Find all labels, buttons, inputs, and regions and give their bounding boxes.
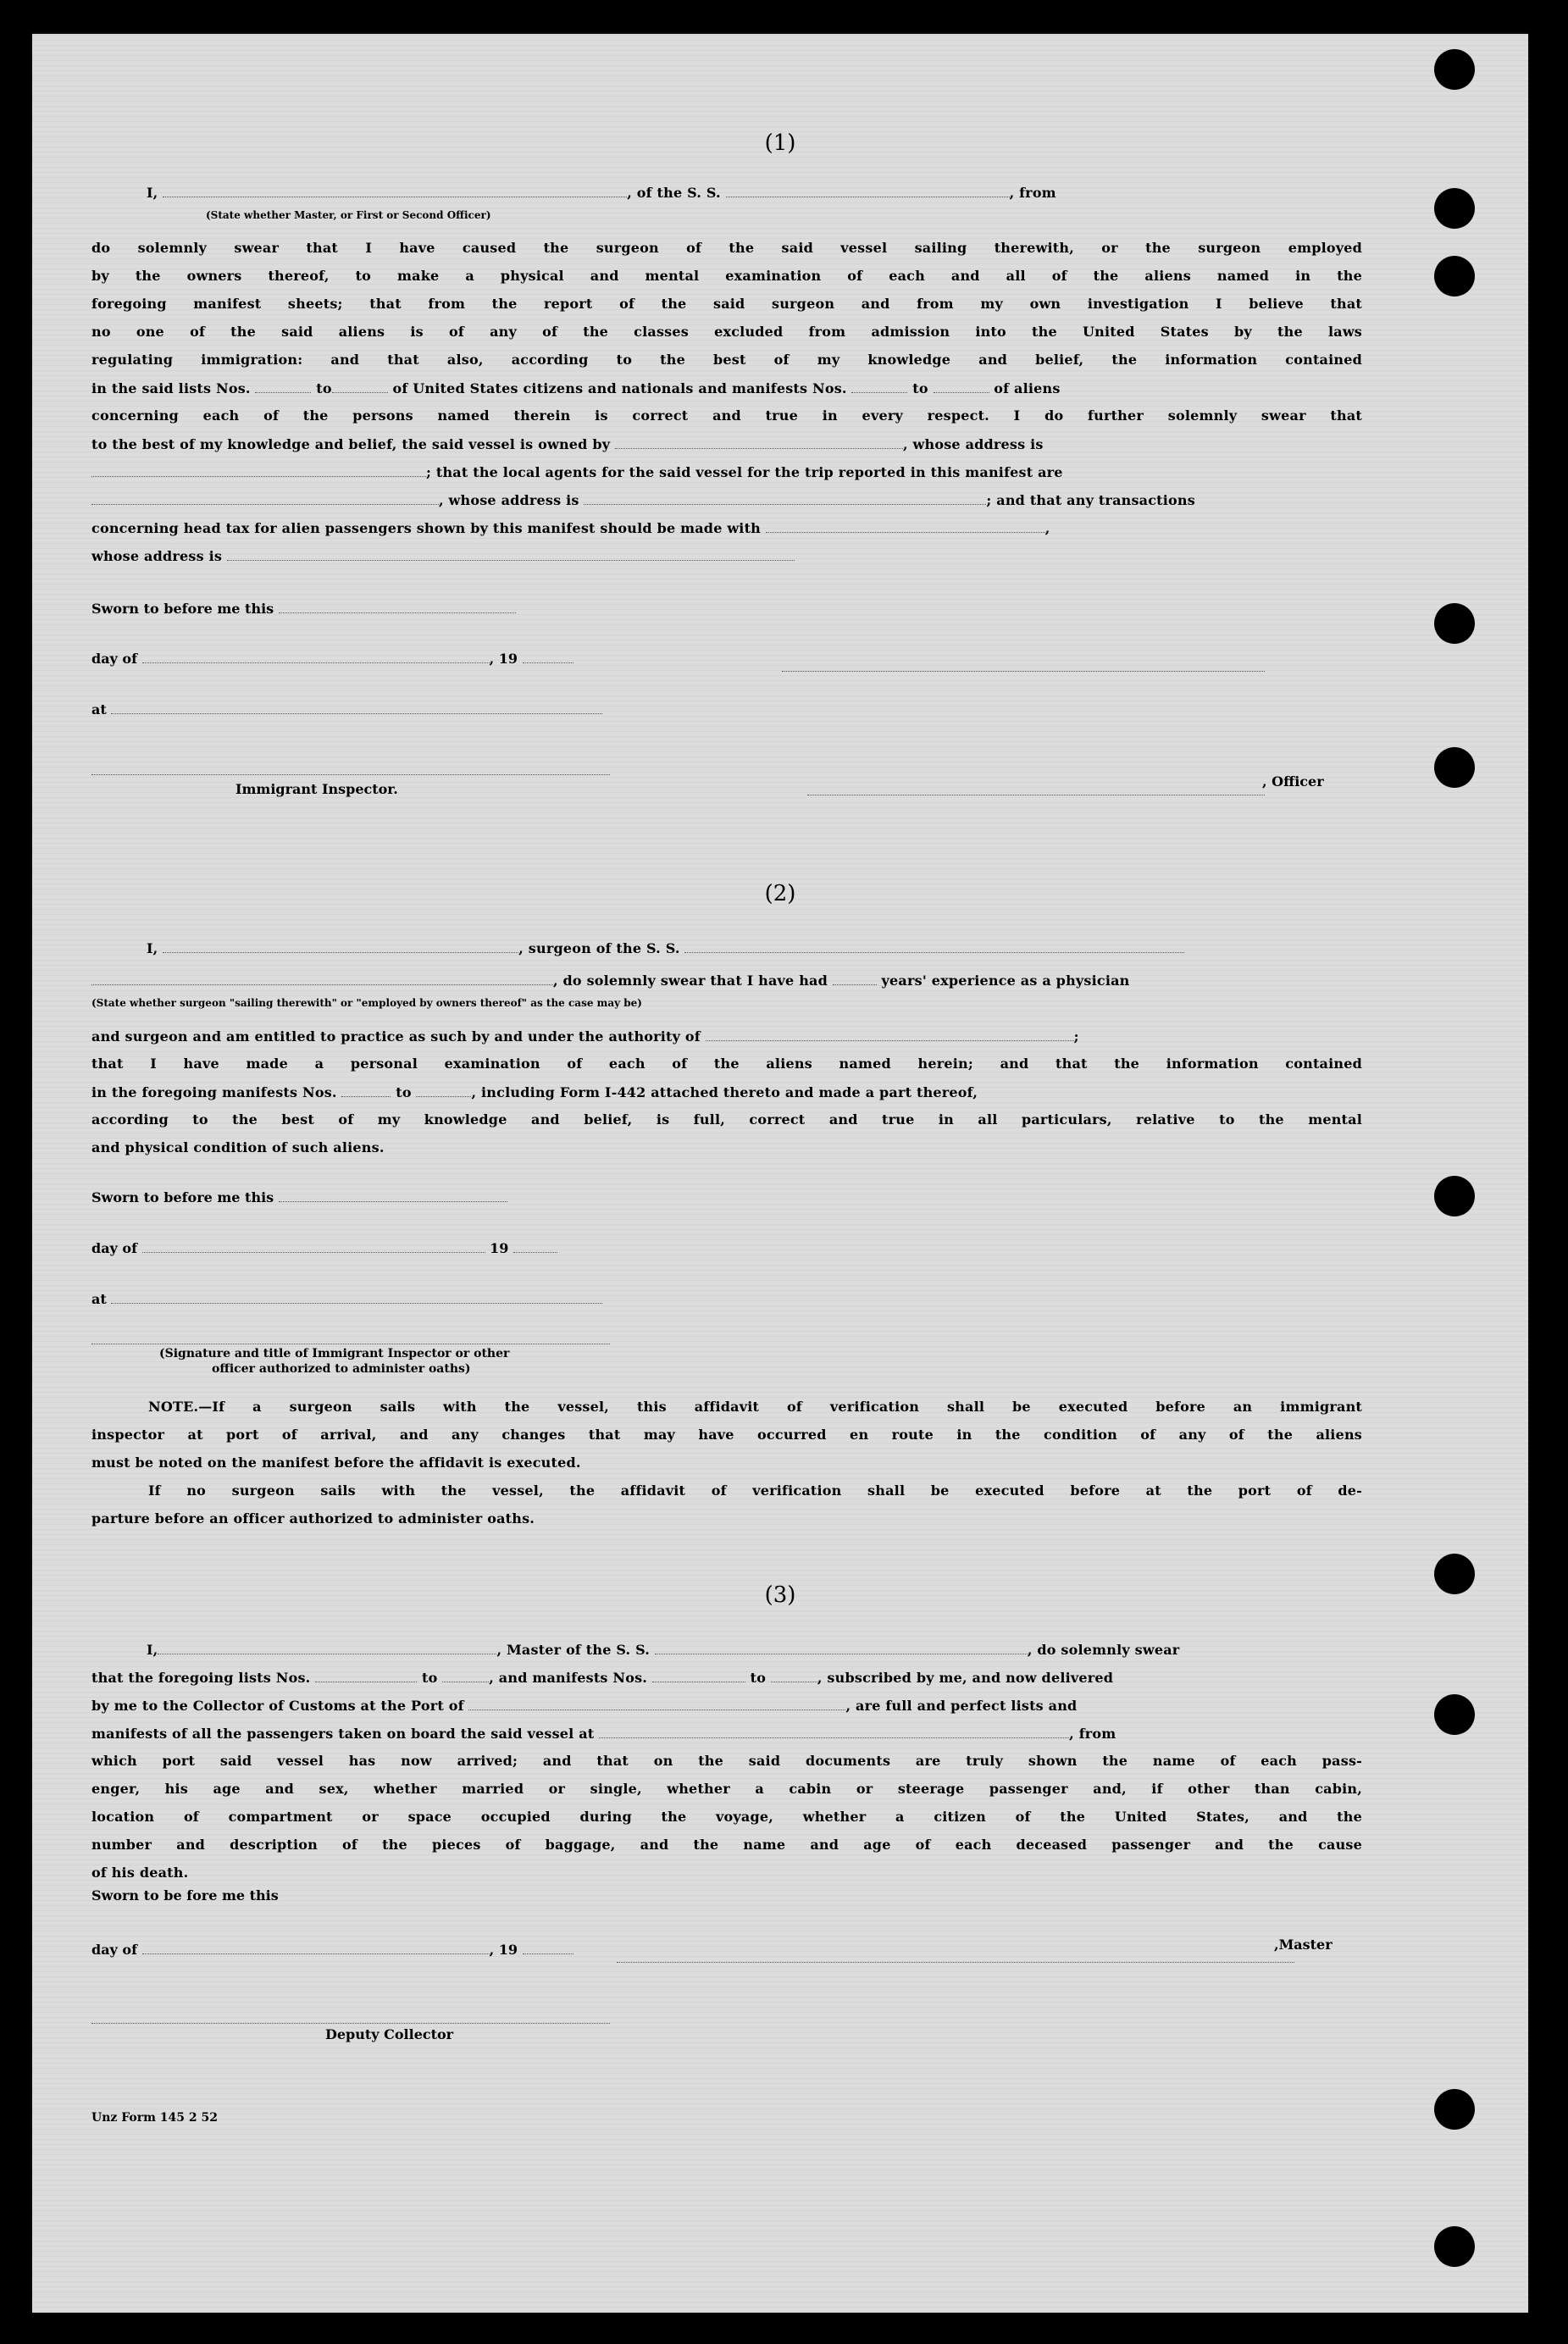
surgeon-name-field[interactable] (163, 935, 518, 953)
s1-sworn-date-field[interactable] (279, 596, 516, 613)
s2-line-1: I, , surgeon of the S. S. (147, 935, 1417, 961)
s3-line-7: location of compartment or space occupied during the voyage, whether a citizen of the United States, and the (91, 1809, 1362, 1825)
s1-line-9: to the best of my knowledge and belief, the said vessel is owned by , whose address is (91, 431, 1362, 457)
s1-line-10: ; that the local agents for the said vessel for the trip reported in this manifest are (91, 459, 1362, 485)
s2-signature-hint-1: (Signature and title of Immigrant Inspector or other (159, 1347, 510, 1360)
s1-year-field[interactable] (523, 646, 573, 663)
binder-hole (1434, 1176, 1475, 1216)
agents-address-field[interactable] (584, 487, 986, 505)
officer-title-field[interactable] (163, 180, 627, 197)
s2-surgeon-hint: (State whether surgeon "sailing therewith" or "employed by owners thereof" as the case may be) (91, 997, 642, 1009)
s1-line-1: I, , of the S. S. , from (147, 180, 1417, 206)
binder-hole (1434, 188, 1475, 229)
s3-day-of-label: day of , 19 (91, 1937, 573, 1958)
s1-inspector-label: Immigrant Inspector. (235, 781, 398, 797)
s3-line-9: of his death. (91, 1865, 189, 1881)
s1-at-label: at (91, 696, 602, 718)
s2-manifests-to-field[interactable] (416, 1079, 471, 1097)
s3-sworn-label: Sworn to be fore me this (91, 1887, 279, 1903)
head-tax-contact-field[interactable] (766, 515, 1045, 533)
manifests-to-field[interactable] (934, 375, 989, 393)
local-agents-field[interactable] (91, 487, 439, 505)
s3-line-2: that the foregoing lists Nos. to , and manifests Nos. to , subscribed by me, and now delivered (91, 1665, 1362, 1691)
s3-vessel-name-field[interactable] (655, 1637, 1028, 1654)
binder-hole (1434, 49, 1475, 90)
s1-day-of-label: day of , 19 (91, 646, 573, 667)
s2-sworn-label: Sworn to before me this (91, 1184, 507, 1205)
s2-manifests-from-field[interactable] (341, 1079, 391, 1097)
s3-line-3: by me to the Collector of Customs at the Port of , are full and perfect lists and (91, 1693, 1362, 1719)
s3-manifests-to-field[interactable] (771, 1665, 817, 1682)
s3-lists-from-field[interactable] (315, 1665, 417, 1682)
s2-day-of-label: day of 19 (91, 1235, 557, 1256)
s2-line-7: and physical condition of such aliens. (91, 1139, 385, 1155)
s2-note-line-1: NOTE.—If a surgeon sails with the vessel, this affidavit of verification shall be executed before an immigrant (148, 1399, 1362, 1415)
manifests-from-field[interactable] (851, 375, 907, 393)
s2-note-line-5: parture before an officer authorized to administer oaths. (91, 1510, 535, 1527)
s1-officer-name-line[interactable] (807, 793, 1265, 795)
form-number-footer: Unz Form 145 2 52 (91, 2111, 218, 2125)
departure-port-field[interactable] (599, 1721, 1069, 1738)
s1-line-12: concerning head tax for alien passengers shown by this manifest should be made with , (91, 515, 1362, 541)
s3-month-field[interactable] (142, 1937, 490, 1954)
section-1-number: (1) (764, 130, 796, 156)
binder-hole (1434, 1694, 1475, 1735)
s1-line-8: concerning each of the persons named therein is correct and true in every respect. I do further solemnly swear that (91, 407, 1362, 424)
s3-master-signature-line[interactable] (617, 1960, 1294, 1963)
s2-note-line-3: must be noted on the manifest before the affidavit is executed. (91, 1455, 581, 1471)
s2-year-field[interactable] (513, 1235, 557, 1253)
s3-line-8: number and description of the pieces of baggage, and the name and age of each deceased passenger and the cause (91, 1837, 1362, 1853)
s2-signature-hint-2: officer authorized to administer oaths) (212, 1362, 471, 1376)
binder-hole (1434, 747, 1475, 788)
s1-officer-signature-line[interactable] (782, 669, 1265, 672)
authority-field[interactable] (706, 1023, 1074, 1041)
s1-line-7: in the said lists Nos. to of United States citizens and nationals and manifests Nos. to of aliens (91, 375, 1362, 402)
port-field[interactable] (468, 1693, 845, 1710)
s1-line-11: , whose address is ; and that any transactions (91, 487, 1362, 513)
s3-deputy-label: Deputy Collector (325, 2026, 454, 2042)
surgeon-status-field[interactable] (91, 967, 553, 985)
vessel-name-field[interactable] (726, 180, 1010, 197)
s2-place-field[interactable] (111, 1286, 602, 1304)
s3-manifests-from-field[interactable] (652, 1665, 745, 1682)
section-2-number: (2) (764, 881, 796, 906)
form-sheet (32, 34, 1528, 2313)
s2-signature-line[interactable] (91, 1342, 610, 1344)
s1-line-6: regulating immigration: and that also, according to the best of my knowledge and belief, the information contained (91, 352, 1362, 368)
lists-from-field[interactable] (255, 375, 311, 393)
binder-hole (1434, 2226, 1475, 2267)
s3-line-1: I, , Master of the S. S. , do solemnly swear (147, 1637, 1417, 1663)
s3-lists-to-field[interactable] (442, 1665, 489, 1682)
s3-master-label: ,Master (1274, 1937, 1333, 1953)
lists-to-field[interactable] (332, 375, 388, 393)
s2-month-field[interactable] (142, 1235, 485, 1253)
owner-field[interactable] (615, 431, 903, 449)
s3-line-6: enger, his age and sex, whether married or single, whether a cabin or steerage passenger and, if other than cabin, (91, 1781, 1362, 1797)
s2-at-label: at (91, 1286, 602, 1307)
s2-vessel-name-field[interactable] (684, 935, 1184, 953)
owner-address-field[interactable] (91, 459, 426, 477)
master-name-field[interactable] (158, 1637, 496, 1654)
s1-line-13: whose address is (91, 543, 1362, 569)
head-tax-address-field[interactable] (227, 543, 795, 561)
section-3-number: (3) (764, 1582, 796, 1608)
s2-line-3: and surgeon and am entitled to practice as such by and under the authority of ; (91, 1023, 1362, 1050)
binder-hole (1434, 603, 1475, 644)
binder-hole (1434, 256, 1475, 296)
s1-officer-label: , Officer (1262, 773, 1324, 790)
s1-inspector-signature-line[interactable] (91, 773, 610, 775)
s2-line-5: in the foregoing manifests Nos. to , including Form I-442 attached thereto and made a part thereof, (91, 1079, 1362, 1106)
s1-month-field[interactable] (142, 646, 490, 663)
s2-line-2: , do solemnly swear that I have had years' experience as a physician (91, 967, 1362, 994)
s2-line-4: that I have made a personal examination of each of the aliens named herein; and that the information contained (91, 1056, 1362, 1072)
s3-line-5: which port said vessel has now arrived; and that on the said documents are truly shown the name of each pass- (91, 1753, 1362, 1769)
s2-note-line-2: inspector at port of arrival, and any changes that may have occurred en route in the condition of any of the aliens (91, 1427, 1362, 1443)
years-experience-field[interactable] (833, 967, 877, 985)
s1-sworn-label: Sworn to before me this (91, 596, 516, 617)
s1-line-4: foregoing manifest sheets; that from the report of the said surgeon and from my own investigation I believe that (91, 296, 1362, 312)
s1-officer-hint: (State whether Master, or First or Second Officer) (206, 209, 491, 221)
s3-deputy-signature-line[interactable] (91, 2021, 610, 2024)
s3-year-field[interactable] (523, 1937, 573, 1954)
s2-note-line-4: If no surgeon sails with the vessel, the affidavit of verification shall be executed before at the port of de- (148, 1482, 1362, 1499)
binder-hole (1434, 2089, 1475, 2130)
s2-sworn-date-field[interactable] (279, 1184, 507, 1202)
s1-line-3: by the owners thereof, to make a physical and mental examination of each and all of the aliens named in the (91, 268, 1362, 284)
s1-place-field[interactable] (111, 696, 602, 714)
s3-line-4: manifests of all the passengers taken on board the said vessel at , from (91, 1721, 1362, 1747)
s1-line-5: no one of the said aliens is of any of the classes excluded from admission into the United States by the laws (91, 324, 1362, 340)
s1-line-2: do solemnly swear that I have caused the surgeon of the said vessel sailing therewith, or the surgeon employed (91, 240, 1362, 256)
s2-line-6: according to the best of my knowledge and belief, is full, correct and true in all particulars, relative to the mental (91, 1111, 1362, 1128)
